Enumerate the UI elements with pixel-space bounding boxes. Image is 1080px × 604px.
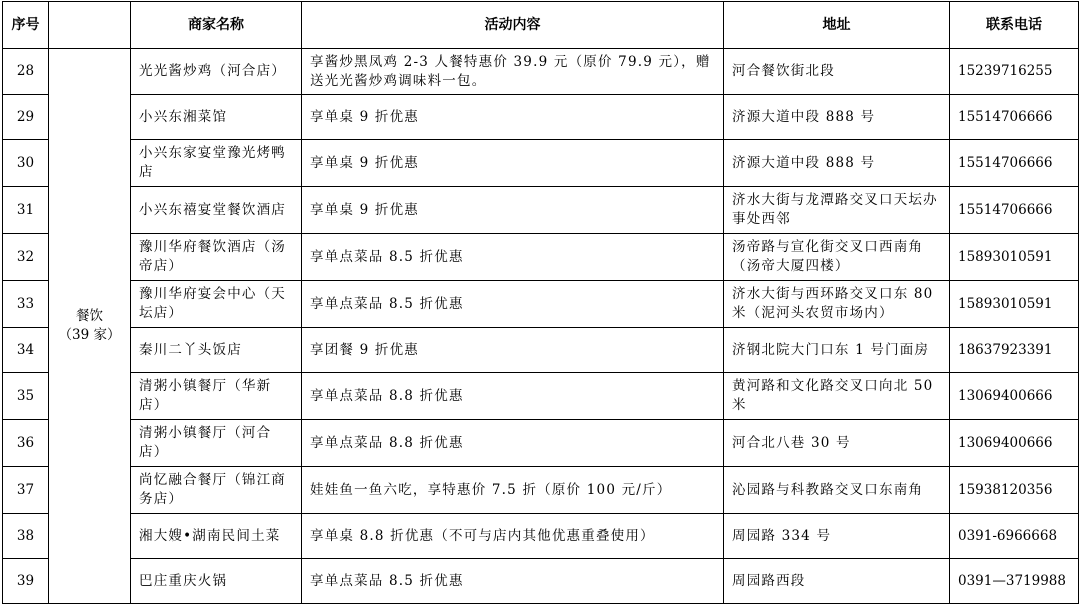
merchant-phone: 0391-6966668 — [950, 514, 1079, 559]
table-row — [3, 328, 1079, 373]
activity-content: 享单桌 9 折优惠 — [302, 140, 724, 187]
merchant-name: 湘大嫂•湖南民间土菜 — [131, 514, 302, 559]
activity-content: 享单点菜品 8.8 折优惠 — [302, 420, 724, 467]
table-row — [3, 234, 1079, 281]
merchant-phone: 15893010591 — [950, 234, 1079, 281]
merchant-phone: 13069400666 — [950, 420, 1079, 467]
table-row — [3, 559, 1079, 604]
merchant-address: 周园路 334 号 — [724, 514, 950, 559]
merchant-name: 清粥小镇餐厅（华新店） — [131, 373, 302, 420]
row-number: 39 — [3, 559, 49, 604]
merchant-phone: 15514706666 — [950, 187, 1079, 234]
merchant-phone: 15514706666 — [950, 95, 1079, 140]
row-number: 31 — [3, 187, 49, 234]
row-number: 35 — [3, 373, 49, 420]
merchant-phone: 15893010591 — [950, 281, 1079, 328]
merchant-phone: 15938120356 — [950, 467, 1079, 514]
table-row — [3, 281, 1079, 328]
merchant-name: 光光酱炒鸡（河合店） — [131, 49, 302, 95]
row-number: 38 — [3, 514, 49, 559]
header-activity: 活动内容 — [302, 2, 724, 49]
table-row — [3, 514, 1079, 559]
row-number: 36 — [3, 420, 49, 467]
merchant-address: 济钢北院大门口东 1 号门面房 — [724, 328, 950, 373]
merchant-name: 小兴东禧宴堂餐饮酒店 — [131, 187, 302, 234]
header-address: 地址 — [724, 2, 950, 49]
table-row — [3, 95, 1079, 140]
merchant-table — [2, 1, 1079, 604]
merchant-phone: 15239716255 — [950, 49, 1079, 95]
activity-content: 享单点菜品 8.5 折优惠 — [302, 234, 724, 281]
merchant-phone: 15514706666 — [950, 140, 1079, 187]
merchant-address: 济水大街与西环路交叉口东 80 米（泥河头农贸市场内） — [724, 281, 950, 328]
table-row — [3, 140, 1079, 187]
activity-content: 享单桌 8.8 折优惠（不可与店内其他优惠重叠使用） — [302, 514, 724, 559]
merchant-address: 周园路西段 — [724, 559, 950, 604]
merchant-name: 小兴东家宴堂豫光烤鸭店 — [131, 140, 302, 187]
activity-content: 享单桌 9 折优惠 — [302, 187, 724, 234]
header-phone: 联系电话 — [950, 2, 1079, 49]
table-row — [3, 49, 1079, 95]
activity-content: 享团餐 9 折优惠 — [302, 328, 724, 373]
category-label: 餐饮 — [76, 308, 103, 324]
merchant-name: 秦川二丫头饭店 — [131, 328, 302, 373]
merchant-address: 济水大街与龙潭路交叉口天坛办事处西邻 — [724, 187, 950, 234]
table-row — [3, 373, 1079, 420]
merchant-phone: 13069400666 — [950, 373, 1079, 420]
header-merchant-name: 商家名称 — [131, 2, 302, 49]
merchant-name: 豫川华府餐饮酒店（汤帝店） — [131, 234, 302, 281]
merchant-address: 汤帝路与宣化街交叉口西南角（汤帝大厦四楼） — [724, 234, 950, 281]
merchant-address: 河合北八巷 30 号 — [724, 420, 950, 467]
activity-content: 享单桌 9 折优惠 — [302, 95, 724, 140]
merchant-name: 尚忆融合餐厅（锦江商务店） — [131, 467, 302, 514]
merchant-name: 豫川华府宴会中心（天坛店） — [131, 281, 302, 328]
row-number: 30 — [3, 140, 49, 187]
table-header-row — [3, 2, 1079, 49]
merchant-name: 小兴东湘菜馆 — [131, 95, 302, 140]
activity-content: 享单点菜品 8.5 折优惠 — [302, 559, 724, 604]
row-number: 33 — [3, 281, 49, 328]
row-number: 37 — [3, 467, 49, 514]
table-row — [3, 467, 1079, 514]
merchant-name: 巴庄重庆火锅 — [131, 559, 302, 604]
merchant-address: 沁园路与科教路交叉口东南角 — [724, 467, 950, 514]
merchant-phone: 18637923391 — [950, 328, 1079, 373]
row-number: 29 — [3, 95, 49, 140]
activity-content: 享酱炒黑凤鸡 2-3 人餐特惠价 39.9 元（原价 79.9 元），赠送光光酱炒鸡调味料一包。 — [302, 49, 724, 95]
merchant-address: 黄河路和文化路交叉口向北 50 米 — [724, 373, 950, 420]
merchant-address: 济源大道中段 888 号 — [724, 140, 950, 187]
merchant-name: 清粥小镇餐厅（河合店） — [131, 420, 302, 467]
row-number: 34 — [3, 328, 49, 373]
merchant-address: 济源大道中段 888 号 — [724, 95, 950, 140]
table-row — [3, 187, 1079, 234]
merchant-address: 河合餐饮街北段 — [724, 49, 950, 95]
activity-content: 享单点菜品 8.5 折优惠 — [302, 281, 724, 328]
header-index: 序号 — [3, 2, 49, 49]
activity-content: 享单点菜品 8.8 折优惠 — [302, 373, 724, 420]
header-category — [49, 2, 131, 49]
category-cell — [49, 49, 131, 604]
row-number: 32 — [3, 234, 49, 281]
row-number: 28 — [3, 49, 49, 95]
table-row — [3, 420, 1079, 467]
category-count: （39 家） — [58, 327, 121, 343]
activity-content: 娃娃鱼一鱼六吃，享特惠价 7.5 折（原价 100 元/斤） — [302, 467, 724, 514]
merchant-phone: 0391—3719988 — [950, 559, 1079, 604]
